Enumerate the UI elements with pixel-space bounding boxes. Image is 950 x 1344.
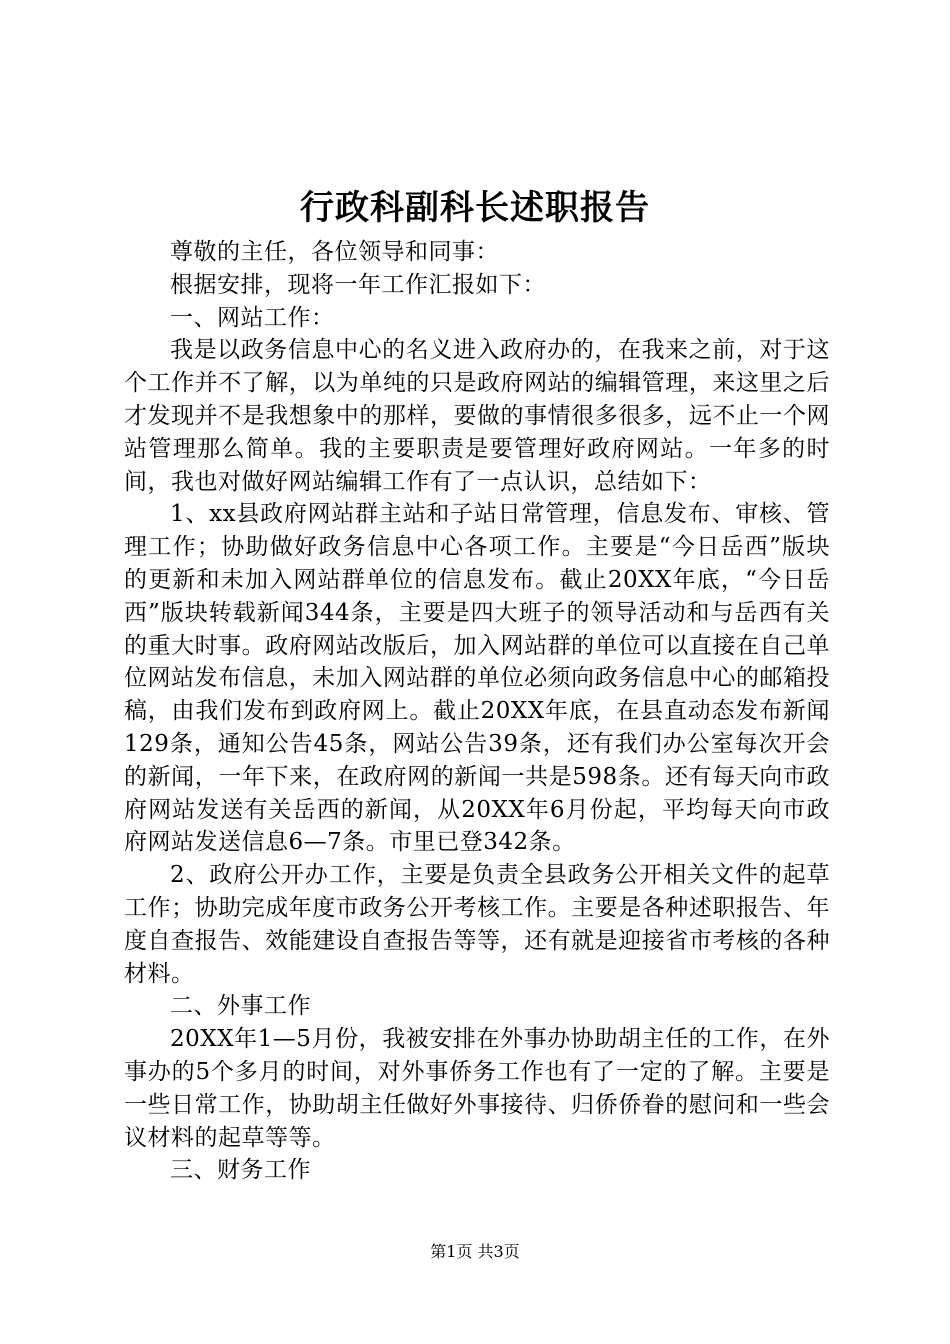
document-title: 行政科副科长述职报告	[300, 188, 650, 228]
page-number-footer: 第1页 共3页	[430, 1242, 520, 1261]
document-body	[124, 236, 830, 1187]
section-heading-website: 一、网站工作：	[170, 304, 335, 331]
paragraph-website-item-1: 1、xx县政府网站群主站和子站日常管理，信息发布、审核、管理工作；协助做好政务信息中心各项工作。主要是“今日岳西”版块的更新和未加入网站群单位的信息发布。截止20XX年底，“今日岳西”版块转载新闻344条，主要是四大班子的领导活动和与岳西有关的重大时事。政府网站改版后，加入网站群的单位可以直接在自己单位网站发布信息，未加入网站群的单位必须向政务信息中心的邮箱投稿，由我们发布到政府网上。截止20XX年底，在县直动态发布新闻129条，通知公告45条，网站公告39条，还有我们办公室每次开会的新闻，一年下来，在政府网的新闻一共是598条。还有每天向市政府网站发送有关岳西的新闻，从20XX年6月份起，平均每天向市政府网站发送信息6—7条。市里已登342条。	[124, 501, 830, 856]
paragraph-website-overview: 我是以政务信息中心的名义进入政府办的，在我来之前，对于这个工作并不了解，以为单纯的只是政府网站的编辑管理，来这里之后才发现并不是我想象中的那样，要做的事情很多很多，远不止一个网站管理那么简单。我的主要职责是要管理好政府网站。一年多的时间，我也对做好网站编辑工作有了一点认识，总结如下：	[124, 337, 830, 495]
section-heading-foreign-affairs: 二、外事工作	[170, 993, 311, 1020]
greeting-paragraph: 尊敬的主任，各位领导和同事：	[170, 239, 499, 265]
paragraph-website-item-2: 2、政府公开办工作，主要是负责全县政务公开相关文件的起草工作；协助完成年度市政务公开考核工作。主要是各种述职报告、年度自查报告、效能建设自查报告等等，还有就是迎接省市考核的各种材料。	[124, 862, 830, 987]
paragraph-foreign-affairs: 20XX年1—5月份，我被安排在外事办协助胡主任的工作，在外事办的5个多月的时间，对外事侨务工作也有了一定的了解。主要是一些日常工作，协助胡主任做好外事接待、归侨侨眷的慰问和一些会议材料的起草等等。	[124, 1026, 830, 1151]
intro-paragraph: 根据安排，现将一年工作汇报如下：	[170, 271, 546, 298]
section-heading-finance: 三、财务工作	[170, 1157, 311, 1184]
